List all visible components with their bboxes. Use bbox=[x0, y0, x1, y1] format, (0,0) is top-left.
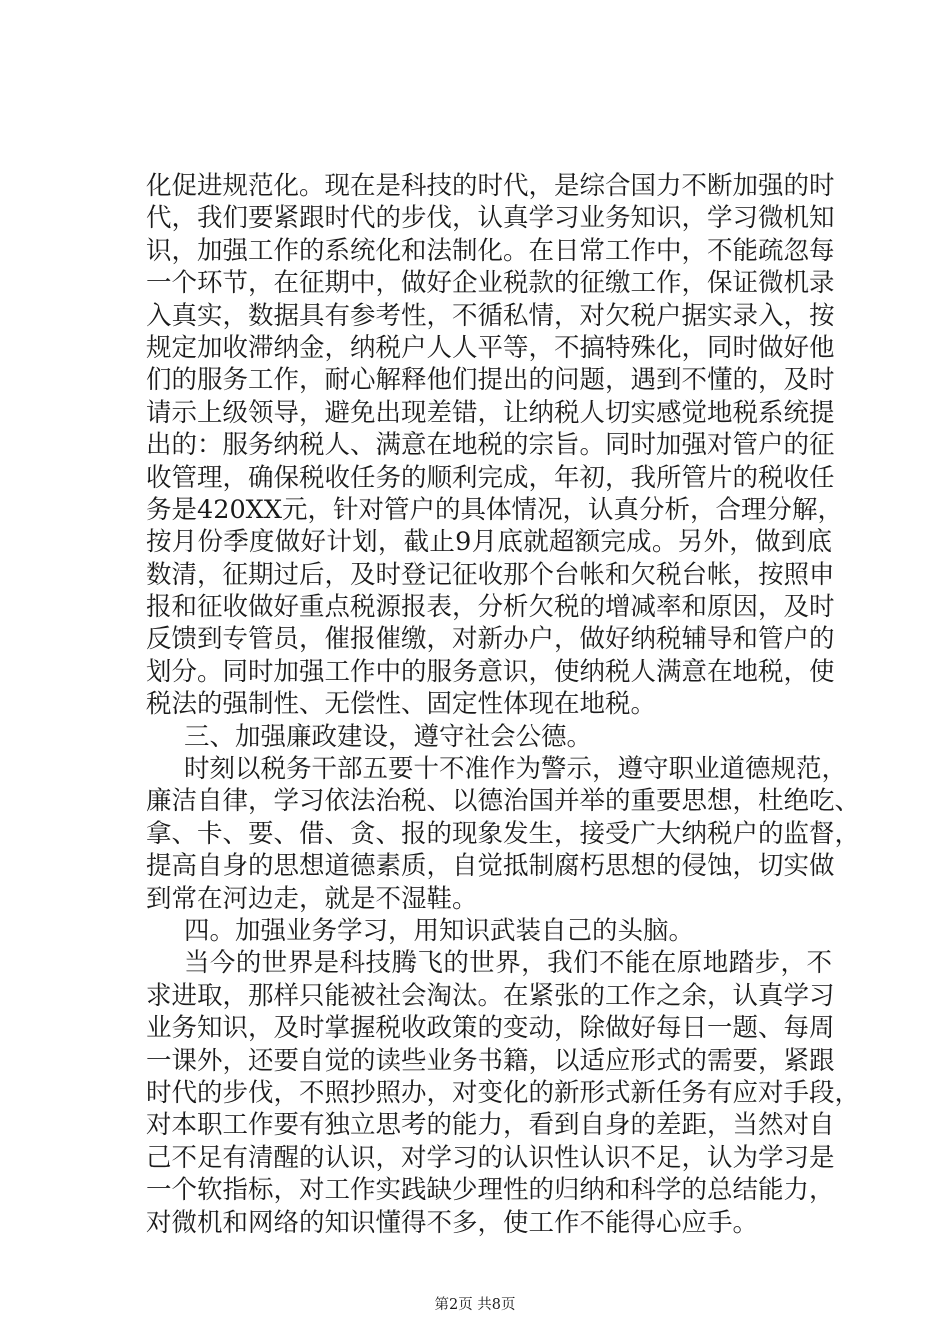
text-line: 数清，征期过后，及时登记征收那个台帐和欠税台帐，按照申 bbox=[146, 559, 835, 590]
text-line: 报和征收做好重点税源报表，分析欠税的增减率和原因，及时 bbox=[146, 592, 835, 623]
text-line: 出的：服务纳税人、满意在地税的宗旨。同时加强对管户的征 bbox=[146, 430, 835, 461]
text-line: 四。加强业务学习，用知识武装自己的头脑。 bbox=[184, 915, 695, 946]
text-line: 务是420XX元，针对管户的具体情况，认真分析，合理分解， bbox=[146, 494, 843, 525]
text-line: 当今的世界是科技腾飞的世界，我们不能在原地踏步，不 bbox=[184, 948, 832, 979]
text-line: 识，加强工作的系统化和法制化。在日常工作中，不能疏忽每 bbox=[146, 235, 835, 266]
text-line: 求进取，那样只能被社会淘汰。在紧张的工作之余，认真学习 bbox=[146, 980, 835, 1011]
text-line: 一个环节，在征期中，做好企业税款的征缴工作，保证微机录 bbox=[146, 268, 835, 299]
text-line: 们的服务工作，耐心解释他们提出的问题，遇到不懂的，及时 bbox=[146, 365, 835, 396]
paragraph bbox=[146, 947, 861, 1239]
text-line: 请示上级领导，避免出现差错，让纳税人切实感觉地税系统提 bbox=[146, 397, 835, 428]
text-line: 时刻以税务干部五要十不准作为警示，遵守职业道德规范， bbox=[184, 754, 848, 785]
text-line: 时代的步伐，不照抄照办，对变化的新形式新任务有应对手段， bbox=[146, 1077, 861, 1108]
text-line: 拿、卡、要、借、贪、报的现象发生，接受广大纳税户的监督， bbox=[146, 818, 861, 849]
text-line: 税法的强制性、无偿性、固定性体现在地税。 bbox=[146, 689, 657, 720]
text-line: 化促进规范化。现在是科技的时代，是综合国力不断加强的时 bbox=[146, 171, 835, 201]
text-line: 代，我们要紧跟时代的步伐，认真学习业务知识，学习微机知 bbox=[146, 203, 835, 234]
text-line: 己不足有清醒的认识，对学习的认识性认识不足，认为学习是 bbox=[146, 1142, 835, 1173]
text-line: 入真实，数据具有参考性，不循私情，对欠税户据实录入，按 bbox=[146, 300, 835, 331]
text-line: 对微机和网络的知识懂得不多，使工作不能得心应手。 bbox=[146, 1207, 759, 1238]
page-footer: 第2页 共8页 bbox=[434, 1297, 516, 1313]
text-line: 一个软指标，对工作实践缺少理性的归纳和科学的总结能力， bbox=[146, 1175, 835, 1206]
text-line: 划分。同时加强工作中的服务意识，使纳税人满意在地税，使 bbox=[146, 656, 835, 687]
text-line: 收管理，确保税收任务的顺利完成，年初，我所管片的税收任 bbox=[146, 462, 835, 493]
text-line: 廉洁自律，学习依法治税、以德治国并举的重要思想，杜绝吃、 bbox=[146, 786, 861, 817]
text-line: 一课外，还要自觉的读些业务书籍，以适应形式的需要，紧跟 bbox=[146, 1045, 835, 1076]
text-line: 三、加强廉政建设，遵守社会公德。 bbox=[184, 721, 593, 752]
paragraph bbox=[146, 753, 861, 915]
document-body bbox=[146, 170, 861, 1239]
text-line: 业务知识，及时掌握税收政策的变动，除做好每日一题、每周 bbox=[146, 1013, 835, 1044]
paragraph bbox=[146, 915, 832, 947]
paragraph bbox=[146, 721, 832, 753]
text-line: 到常在河边走，就是不湿鞋。 bbox=[146, 883, 478, 914]
text-line: 提高自身的思想道德素质，自觉抵制腐朽思想的侵蚀，切实做 bbox=[146, 851, 835, 882]
text-line: 规定加收滞纳金，纳税户人人平等，不搞特殊化，同时做好他 bbox=[146, 332, 835, 363]
text-line: 按月份季度做好计划，截止9月底就超额完成。另外，做到底 bbox=[146, 527, 832, 558]
paragraph bbox=[146, 170, 843, 721]
text-line: 反馈到专管员，催报催缴，对新办户，做好纳税辅导和管户的 bbox=[146, 624, 835, 655]
text-line: 对本职工作要有独立思考的能力，看到自身的差距，当然对自 bbox=[146, 1110, 835, 1141]
